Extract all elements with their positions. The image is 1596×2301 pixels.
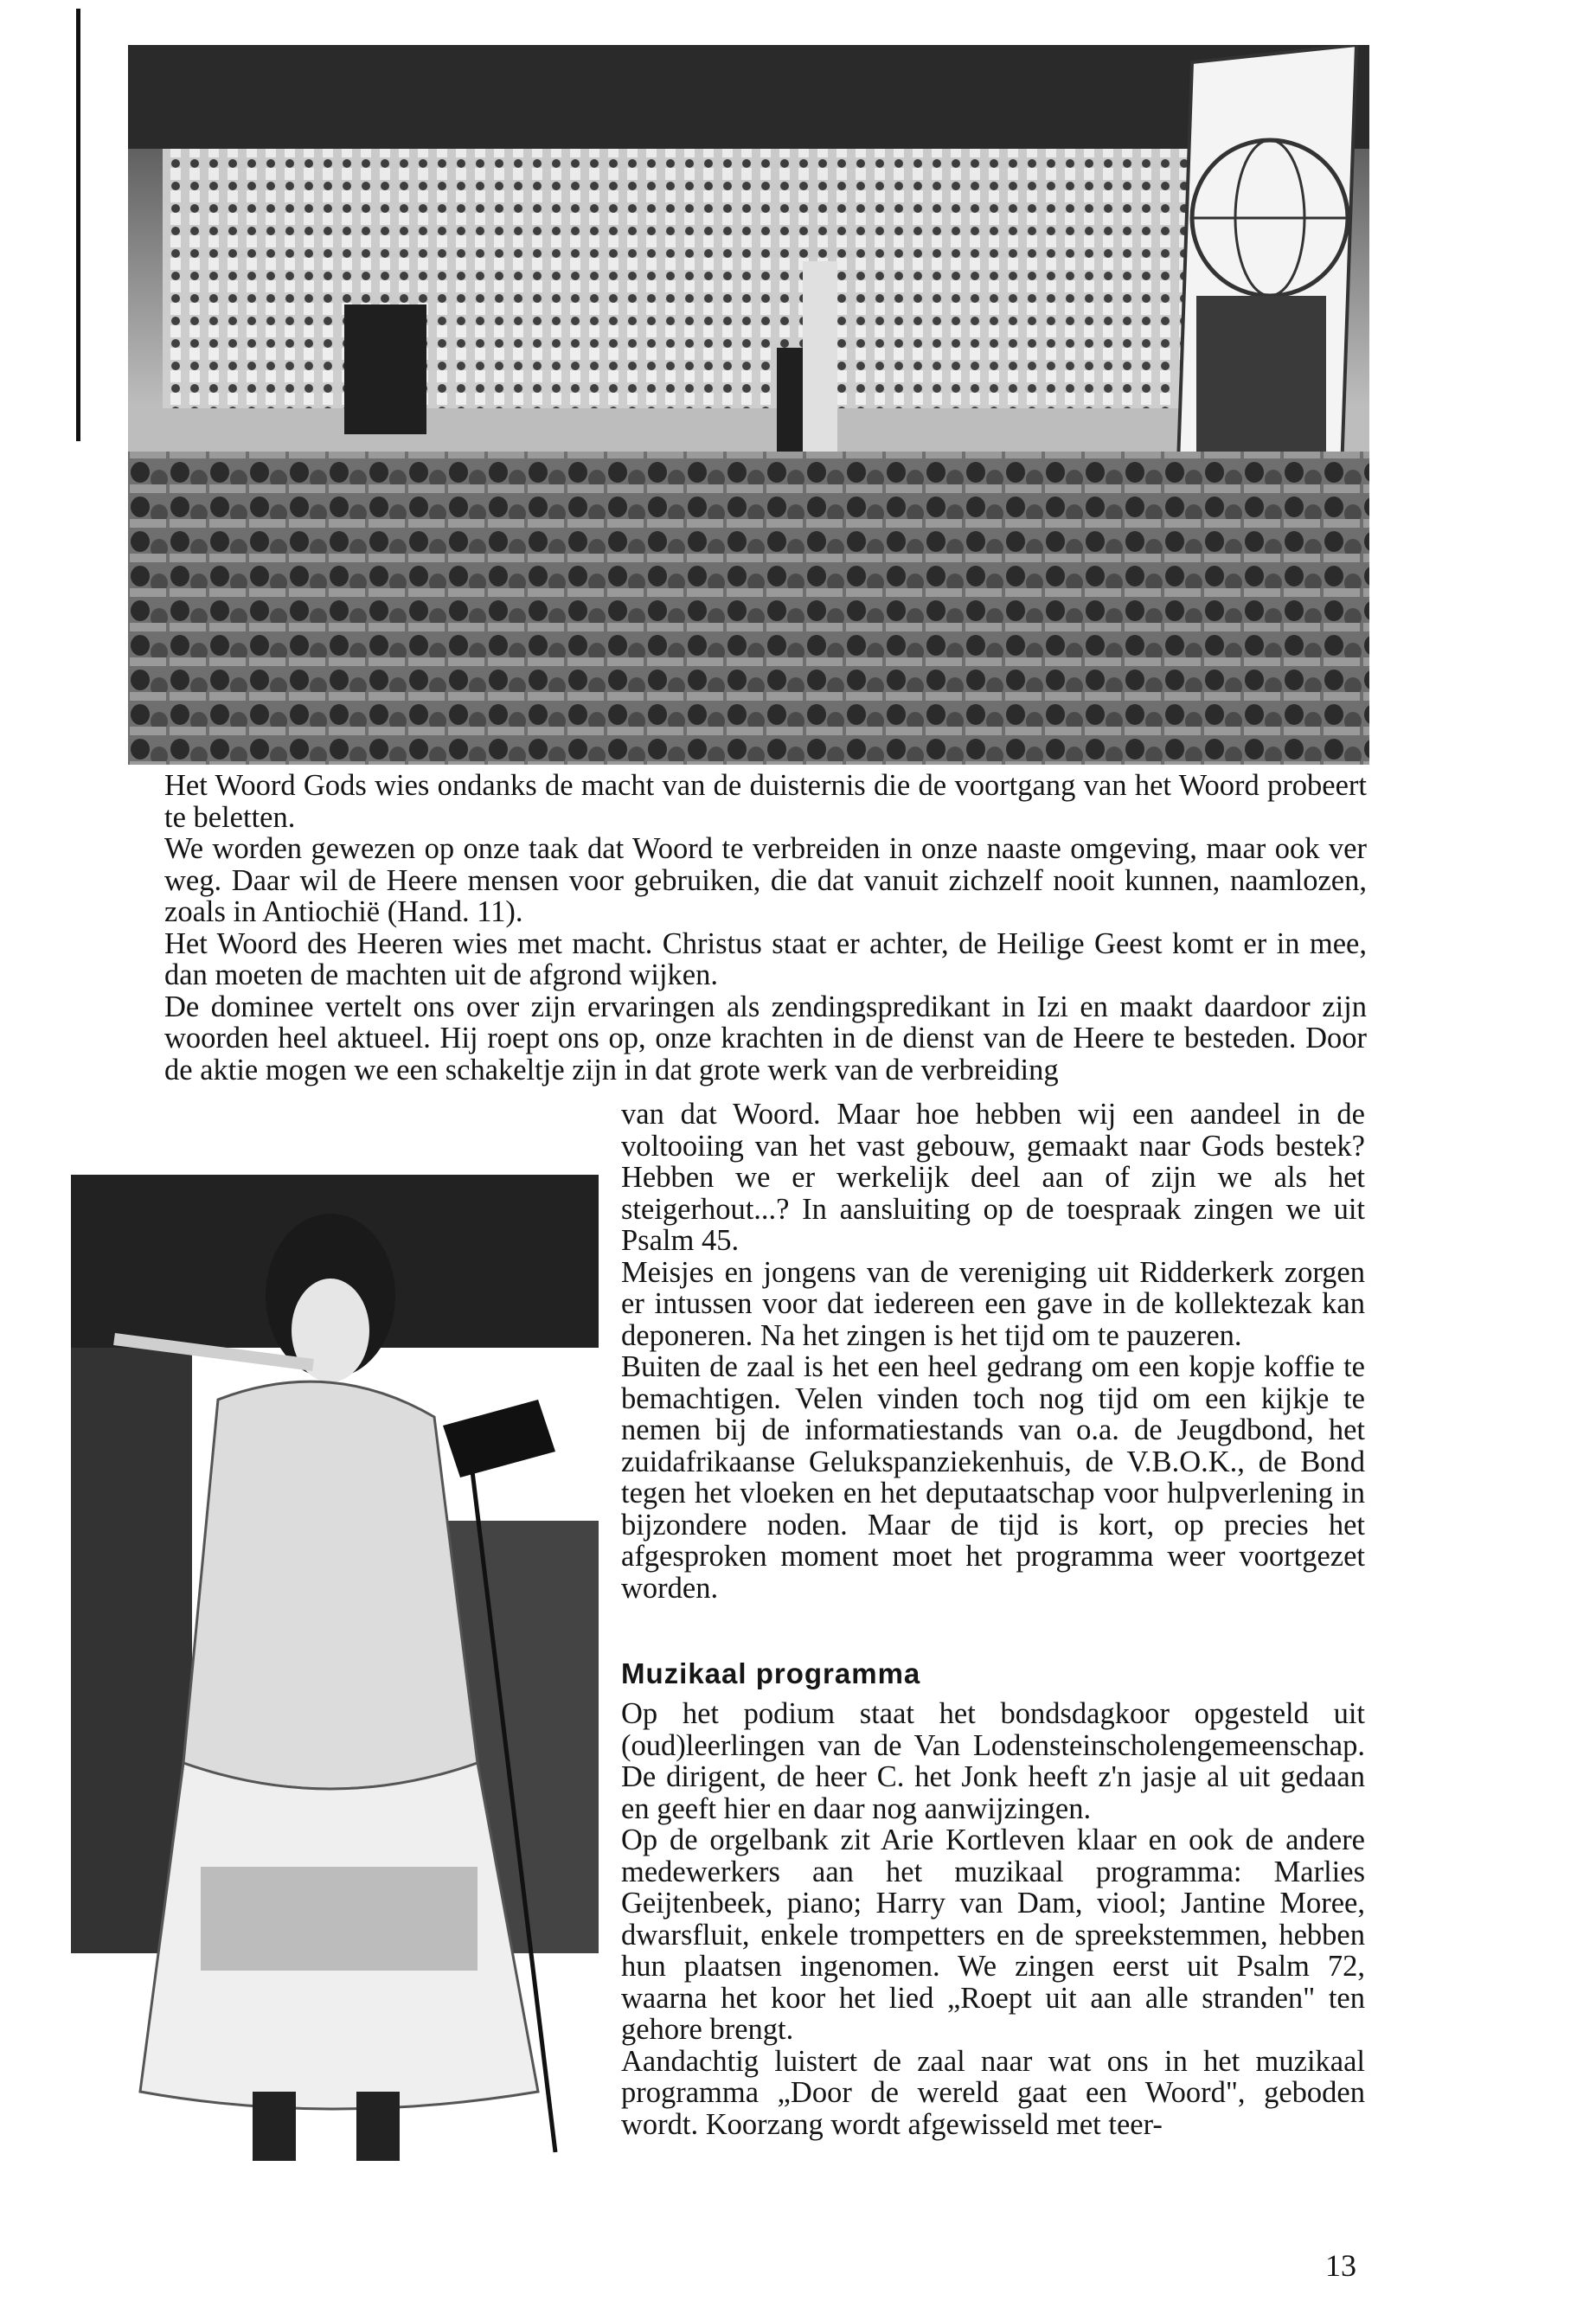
paragraph: van dat Woord. Maar hoe hebben wij een aandeel in de voltooiing van het vast gebouw, gemaakt naar Gods bestek? Hebben we er werkelijk deel aan of zijn we als het steigerhout...? In aansluiting op de toespraak zingen we uit Psalm 45. xyxy=(621,1098,1365,1257)
paragraph: Meisjes en jongens van de vereniging uit Ridderkerk zorgen er intussen voor dat iedereen een gave in de kollektezak kan deponeren. Na het zingen is het tijd om te pauzeren. xyxy=(621,1255,1365,1352)
choir-concert-photo xyxy=(128,45,1369,765)
paragraph: Buiten de zaal is het een heel gedrang om een kopje koffie te bemachtigen. Velen vinden toch nog tijd om een kijkje te nemen bij de informatiestands van o.a. de Jeugdbond, het zuidafrikaanse Gelukspanziekenhuis, de V.B.O.K., de Bond tegen het vloeken en het deputaatschap voor hulpverlening in bijzondere noden. Maar de tijd is kort, op precies het afgesproken moment moet het programma weer voortgezet worden. xyxy=(621,1350,1365,1605)
paragraph: De dominee vertelt ons over zijn ervaringen als zendingspredikant in Izi en maakt daardoor zijn woorden heel aktueel. Hij roept ons op, onze krachten in de dienst van de Heere te besteden. Door de aktie mogen we een schakeltje zijn in dat grote werk van de verbreiding xyxy=(164,990,1367,1086)
paragraph: Aandachtig luistert de zaal naar wat ons in het muzikaal programma „Door de wereld gaat een Woord", geboden wordt. Koorzang wordt afgewisseld met teer- xyxy=(621,2044,1365,2141)
paragraph: Op het podium staat het bondsdagkoor opgesteld uit (oud)leerlingen van de Van Lodensteinscholengemeenschap. De dirigent, de heer C. het Jonk heeft z'n jasje al uit gedaan en geeft hier en daar nog aanwijzingen. xyxy=(621,1697,1365,1825)
paragraph: Het Woord des Heeren wies met macht. Christus staat er achter, de Heilige Geest komt er in mee, dan moeten de machten uit de afgrond wijken. xyxy=(164,926,1367,991)
section-heading: Muzikaal programma xyxy=(621,1657,921,1689)
paragraph: Op de orgelbank zit Arie Kortleven klaar en ook de andere medewerkers aan het muzikaal programma: Marlies Geijtenbeek, piano; Harry van Dam, viool; Jantine Moree, dwarsfluit, enkele trompetters en de spreekstemmen, hebben hun plaatsen ingenomen. We zingen eerst uit Psalm 72, waarna het koor het lied „Roept uit aan alle stranden" ten gehore brengt. xyxy=(621,1823,1365,2046)
paragraph: Het Woord Gods wies ondanks de macht van de duisternis die de voortgang van het Woord probeert te beletten. xyxy=(164,769,1367,834)
flute-player-photo xyxy=(71,1157,599,2178)
choir-concert-illustration xyxy=(128,45,1369,765)
margin-rule xyxy=(76,9,80,441)
paragraph: We worden gewezen op onze taak dat Woord te verbreiden in onze naaste omgeving, maar ook ver weg. Daar wil de Heere mensen voor gebruiken, die dat vanuit zichzelf nooit kunnen, naamlozen, zoals in Antiochië (Hand. 11). xyxy=(164,832,1367,928)
page-number: 13 xyxy=(1325,2248,1356,2283)
muzikaal-programma-section xyxy=(621,1657,1365,2140)
article-intro xyxy=(164,770,1367,1086)
flute-player-illustration xyxy=(71,1157,599,2178)
article-column xyxy=(621,1099,1365,1604)
